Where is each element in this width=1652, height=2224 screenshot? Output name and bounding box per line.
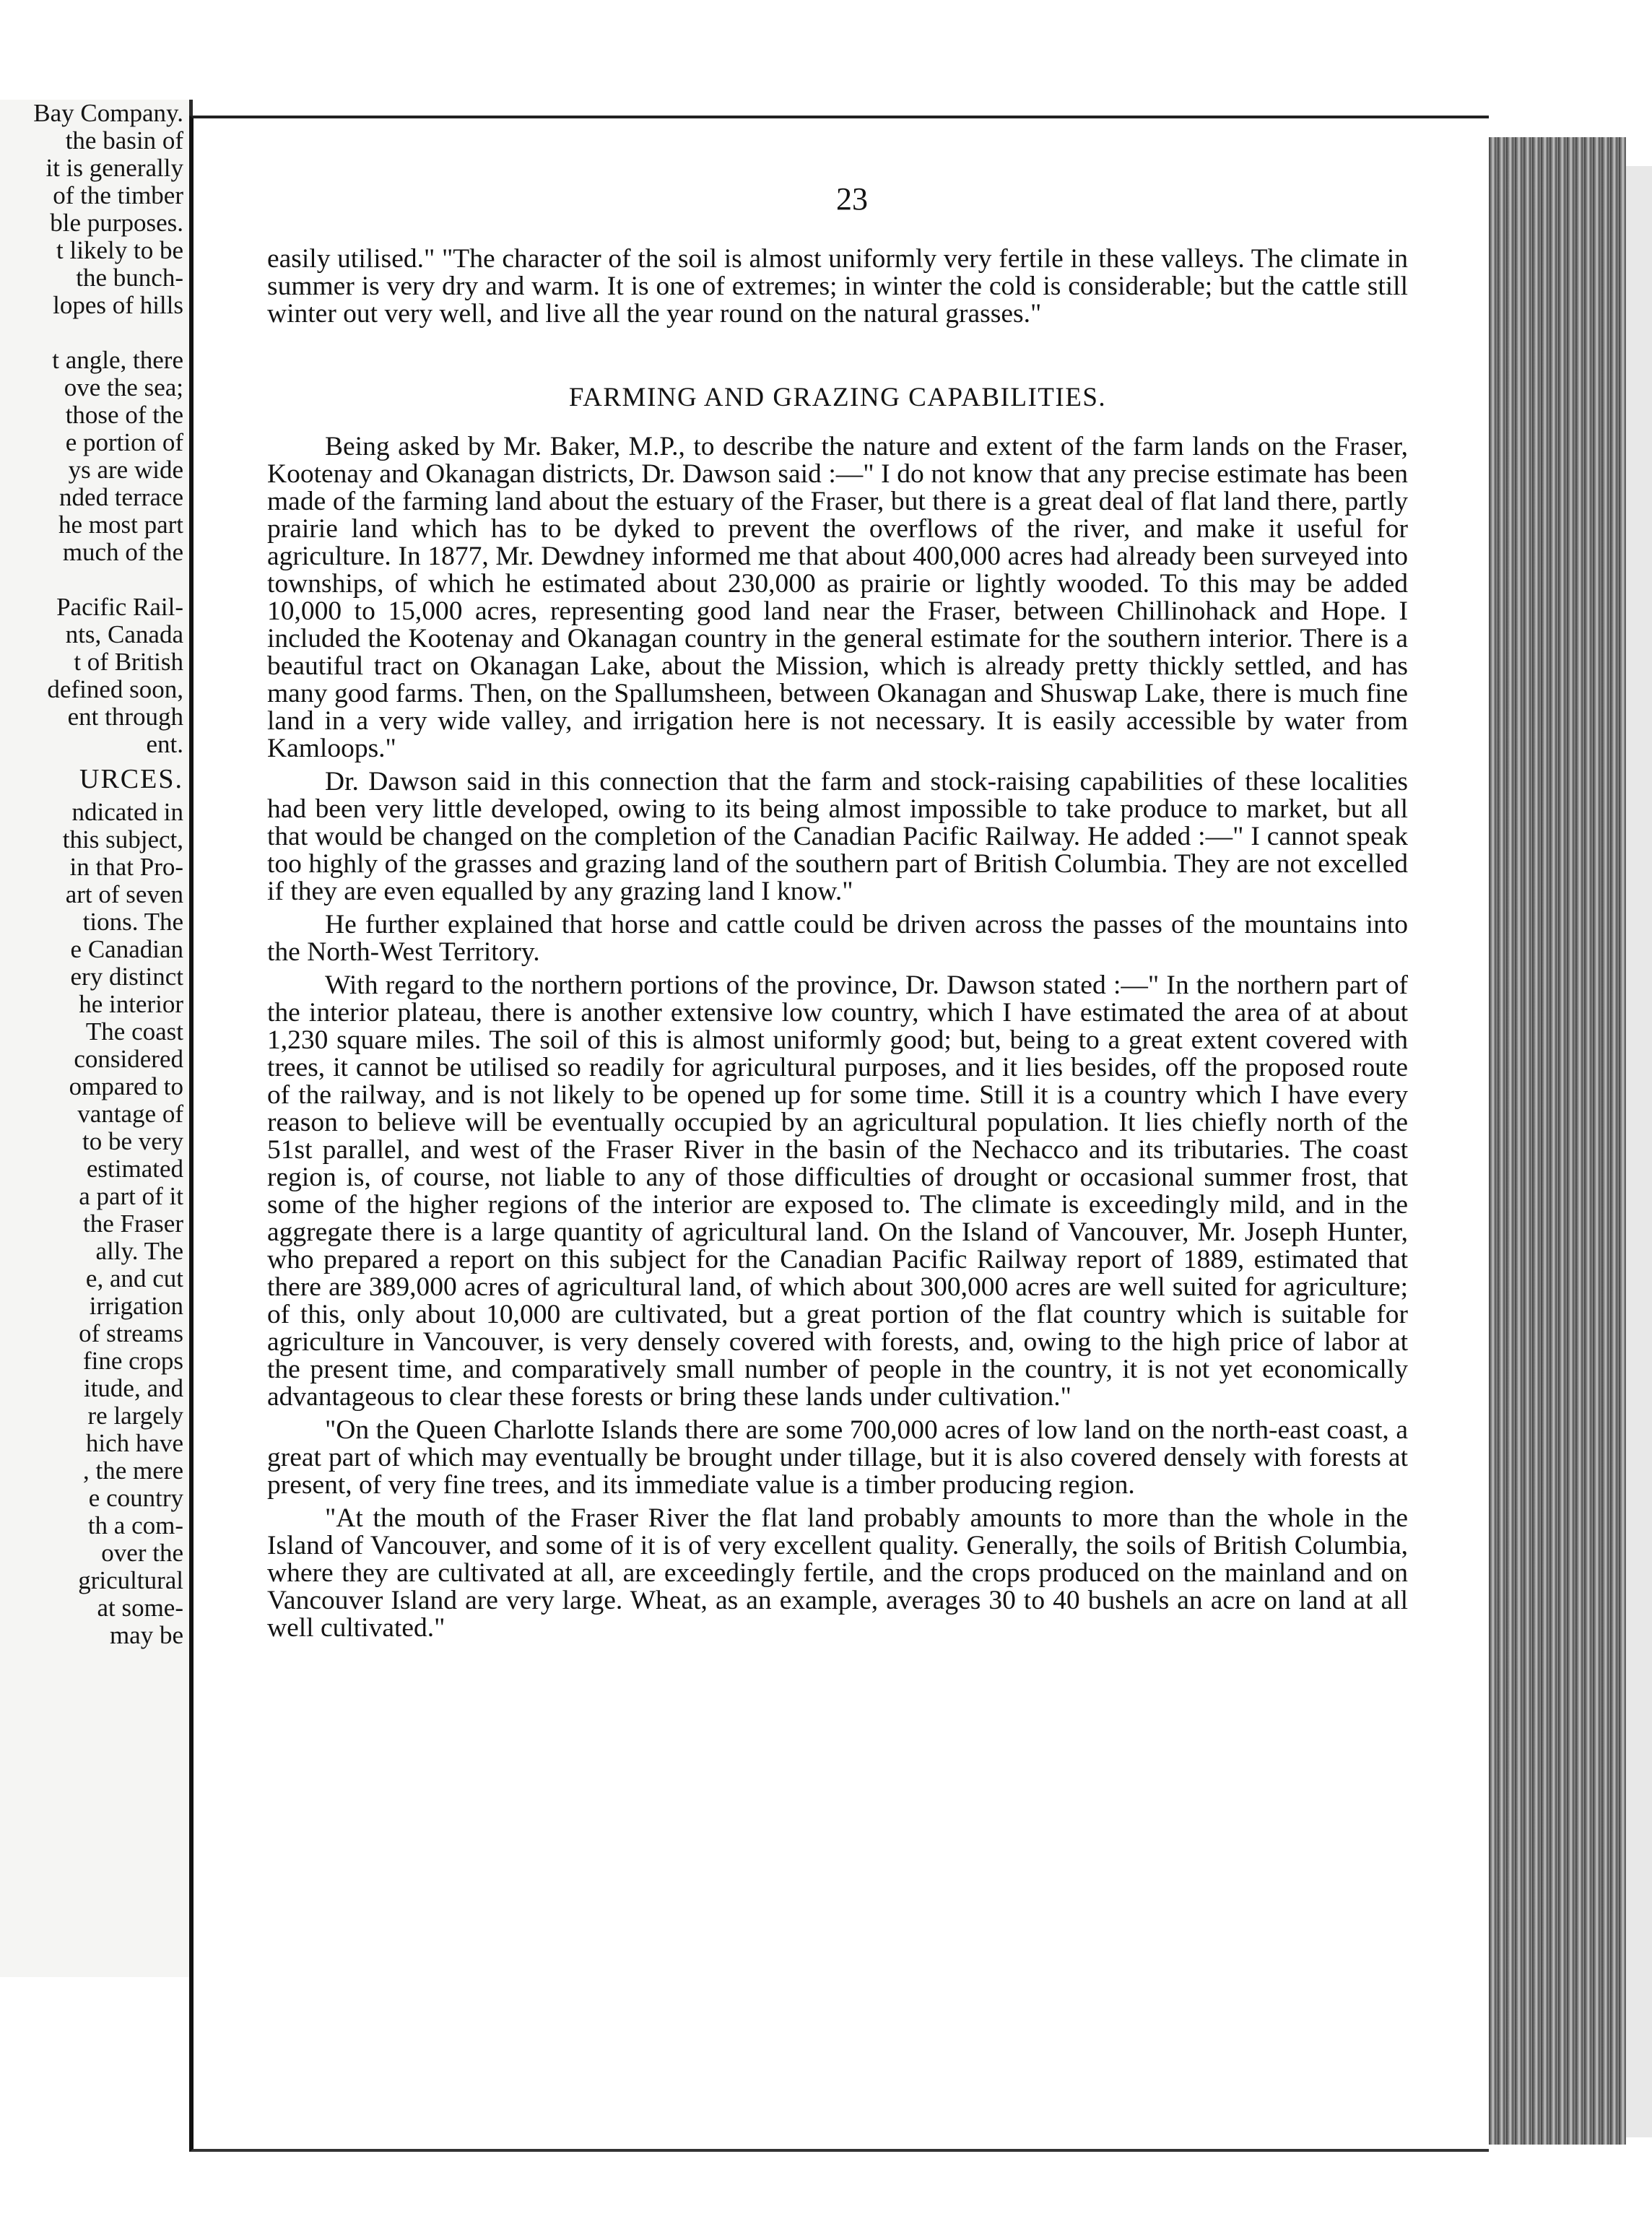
left-page-line: lopes of hills xyxy=(53,291,183,319)
left-page-line: the bunch- xyxy=(76,264,183,292)
left-page-line: a part of it xyxy=(79,1182,183,1210)
opening-paragraph: easily utilised." "The character of the soil is almost uniformly very fertile in these valleys. The climate in summer is very dry and warm. It is one of extremes; in winter the cold is considerable; but the cattle still winter out very well, and live all the year round on the natural grasses." xyxy=(267,244,1408,329)
left-page-line: e Canadian xyxy=(70,935,183,963)
left-page-line: t angle, there xyxy=(52,346,183,374)
left-page-line: th a com- xyxy=(87,1511,183,1539)
left-page-line: irrigation xyxy=(89,1292,183,1320)
left-page-line: fine crops xyxy=(83,1347,183,1375)
left-page-line: the Fraser xyxy=(83,1209,183,1238)
paragraph-1: Being asked by Mr. Baker, M.P., to describe the nature and extent of the farm lands on the Fraser, Kootenay and Okanagan districts, Dr. Dawson said :—" I do not know that any precise estimate has been made of the farming land about the estuary of the Fraser, but there is a great deal of flat land there, partly prairie land which has to be dyked to prevent the overflows of the river, and make it useful for agriculture. In 1877, Mr. Dewdney informed me that about 400,000 acres had already been surveyed into townships, of which he estimated about 230,000 as prairie or lightly wooded. To this may be added 10,000 to 15,000 acres, representing good land near the Fraser, between Chillinohack and Hope. I included the Kootenay and Okanagan country in the general estimate for the southern interior. There is a beautiful tract on Okanagan Lake, about the Mission, which is already pretty thickly settled, and has many good farms. Then, on the Spallumsheen, between Okanagan and Shuswap Lake, there is much fine land in a very wide valley, and irrigation here is not necessary. It is easily accessible by water from Kamloops." xyxy=(267,432,1408,763)
left-page-line: , the mere xyxy=(83,1456,183,1485)
left-page-line: t likely to be xyxy=(56,236,183,264)
left-page-line: gricultural xyxy=(78,1566,183,1594)
left-page-line: ent through xyxy=(67,703,183,731)
left-page-line: ally. The xyxy=(95,1237,183,1265)
left-page-line: much of the xyxy=(62,538,183,566)
section-heading: FARMING AND GRAZING CAPABILITIES. xyxy=(568,383,1107,412)
page-body xyxy=(267,246,1408,1642)
left-page-line: ompared to xyxy=(69,1072,183,1100)
left-page-line: of the timber xyxy=(53,181,183,209)
left-page-line: he most part xyxy=(58,511,183,539)
left-page-line: itude, and xyxy=(83,1374,183,1402)
left-page-line: the basin of xyxy=(65,126,183,155)
book-edge-margin xyxy=(1626,166,1652,2137)
book-page-edges xyxy=(1489,137,1626,2145)
left-page-line: at some- xyxy=(97,1594,183,1622)
paragraph-3: He further explained that horse and cattle could be driven across the passes of the mountains into the North-West Territory. xyxy=(267,910,1408,967)
left-facing-page xyxy=(0,100,193,1977)
left-page-line: e, and cut xyxy=(85,1264,183,1293)
left-page-line: ove the sea; xyxy=(64,373,183,401)
left-page-line: hich have xyxy=(85,1429,183,1457)
paragraph-5: "On the Queen Charlotte Islands there are some 700,000 acres of low land on the north-east coast, a great part of which may eventually be brought under tillage, but it is also covered densely with forests at present, of very fine trees, and its immediate value is a timber producing region. xyxy=(267,1415,1408,1500)
left-page-line: ys are wide xyxy=(68,456,183,484)
left-page-line: art of seven xyxy=(65,880,183,908)
left-page-line: t of British xyxy=(74,648,183,676)
left-page-line: to be very xyxy=(82,1127,183,1155)
paragraph-2: Dr. Dawson said in this connection that the farm and stock-raising capabilities of these localities had been very little developed, owing to its being almost impossible to take produce to market, but all that would be changed on the completion of the Canadian Pacific Railway. He added :—" I cannot speak too highly of the grasses and grazing land of the southern part of British Columbia. They are not excelled if they are even equalled by any grazing land I know." xyxy=(267,767,1408,906)
left-page-line: e country xyxy=(88,1484,183,1512)
left-page-line: he interior xyxy=(79,990,183,1018)
left-page-line: nded terrace xyxy=(59,483,183,511)
left-page-line: nts, Canada xyxy=(65,620,183,648)
left-page-line: this subject, xyxy=(62,825,183,853)
paragraph-6: "At the mouth of the Fraser River the flat land probably amounts to more than the whole in the Island of Vancouver, and some of it is of very excellent quality. Generally, the soils of British Columbia, where they are cultivated at all, are exceedingly fertile, and the crops produced on the mainland and on Vancouver Island are very large. Wheat, as an example, averages 30 to 40 bushels an acre on land at all well cultivated." xyxy=(267,1503,1408,1643)
left-page-line: Pacific Rail- xyxy=(56,593,183,621)
left-page-text-block-3 xyxy=(0,594,189,758)
left-page-line: ery distinct xyxy=(70,963,183,991)
left-page-line: re largely xyxy=(87,1402,183,1430)
left-page-text-block-2 xyxy=(0,347,189,566)
left-page-line: those of the xyxy=(65,401,183,429)
left-page-line: of streams xyxy=(79,1319,183,1347)
left-page-line: defined soon, xyxy=(47,675,183,703)
left-page-line: it is generally xyxy=(45,154,183,182)
left-page-text-block-1 xyxy=(0,100,189,319)
left-page-line: in that Pro- xyxy=(69,853,183,881)
left-page-line: vantage of xyxy=(77,1100,183,1128)
left-page-text-block-4 xyxy=(0,799,189,1649)
left-page-line: over the xyxy=(101,1539,183,1567)
left-page-line: considered xyxy=(74,1045,183,1073)
paragraph-4: With regard to the northern portions of the province, Dr. Dawson stated :—" In the northern part of the interior plateau, there is another extensive low country, which I have estimated the area of at about 1,230 square miles. The soil of this is almost uniformly good; but, being to a great extent covered with trees, it cannot be utilised so readily for agricultural purposes, and it lies besides, off the proposed route of the railway, and is not likely to be opened up for some time. Still it is a country which I have every reason to believe will be eventually occupied by an agricultural population. It lies chiefly north of the 51st parallel, and west of the Fraser River in the basin of the Nechacco and its tributaries. The coast region is, of course, not liable to any of those difficulties of drought or occasional summer frost, that some of the higher regions of the interior are exposed to. The climate is exceedingly mild, and in the aggregate there is a large quantity of agricultural land. On the Island of Vancouver, Mr. Joseph Hunter, who prepared a report on this subject for the Canadian Pacific Railway report of 1889, estimated that there are 389,000 acres of agricultural land, of which about 300,000 acres are well suited for agriculture; of this, only about 10,000 are cultivated, but a great portion of the flat country which is suitable for agriculture in Vancouver, is very densely covered with forests, and, owing to the high price of labor at the present time, and comparatively small number of people in the country, it is not yet economically advantageous to clear these forests or bring these lands under cultivation." xyxy=(267,970,1408,1412)
left-page-line: estimated xyxy=(86,1155,183,1183)
left-page-line: Bay Company. xyxy=(33,100,183,127)
left-page-heading: URCES. xyxy=(79,764,183,794)
left-page-line: ndicated in xyxy=(71,798,183,826)
left-page-line: ble purposes. xyxy=(50,209,183,237)
left-page-line: The coast xyxy=(85,1017,183,1046)
left-page-line: tions. The xyxy=(82,908,183,936)
left-page-line: may be xyxy=(109,1621,183,1649)
left-page-line: e portion of xyxy=(65,428,183,456)
page-number: 23 xyxy=(836,181,868,217)
left-page-line: ent. xyxy=(146,730,183,758)
